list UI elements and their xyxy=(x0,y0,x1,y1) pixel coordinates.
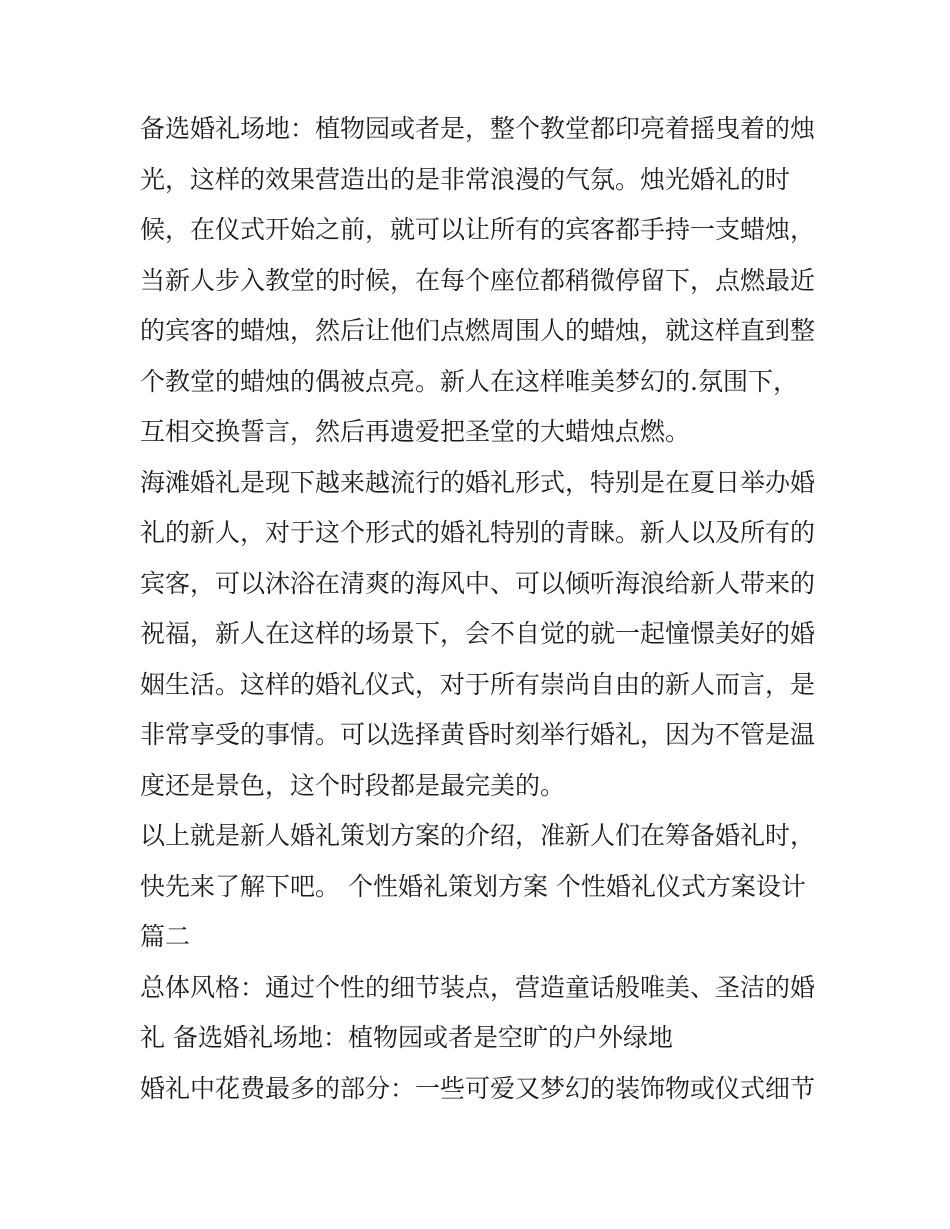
text-line: 以上就是新人婚礼策划方案的介绍，准新人们在筹备婚礼时， xyxy=(140,821,816,850)
text-line: 个教堂的蜡烛的偶被点亮。新人在这样唯美梦幻的.氛围下， xyxy=(140,366,798,396)
text-line: 总体风格：通过个性的细节装点，营造童话般唯美、圣洁的婚 xyxy=(140,972,816,1002)
text-line: 宾客，可以沐浴在清爽的海风中、可以倾听海浪给新人带来的 xyxy=(140,568,816,598)
text-line: 的宾客的蜡烛，然后让他们点燃周围人的蜡烛，就这样直到整 xyxy=(140,316,816,345)
text-line: 婚礼中花费最多的部分：一些可爱又梦幻的装饰物或仪式细节 xyxy=(140,1073,816,1103)
text-line: 非常享受的事情。可以选择黄昏时刻举行婚礼，因为不管是温 xyxy=(140,720,816,749)
text-line: 度还是景色，这个时段都是最完美的。 xyxy=(140,770,566,800)
text-line: 互相交换誓言，然后再遗爱把圣堂的大蜡烛点燃。 xyxy=(140,417,691,446)
text-line: 候，在仪式开始之前，就可以让所有的宾客都手持一支蜡烛， xyxy=(140,215,816,244)
text-line: 礼 备选婚礼场地：植物园或者是空旷的户外绿地 xyxy=(140,1023,673,1052)
text-line: 海滩婚礼是现下越来越流行的婚礼形式，特别是在夏日举办婚 xyxy=(140,467,816,497)
text-line: 当新人步入教堂的时候，在每个座位都稍微停留下，点燃最近 xyxy=(140,265,816,295)
text-line: 快先来了解下吧。 个性婚礼策划方案 个性婚礼仪式方案设计 xyxy=(140,871,806,901)
text-line: 光，这样的效果营造出的是非常浪漫的气氛。烛光婚礼的时 xyxy=(140,164,791,194)
text-line: 备选婚礼场地：植物园或者是，整个教堂都印亮着摇曳着的烛 xyxy=(140,114,816,143)
text-line: 姻生活。这样的婚礼仪式，对于所有崇尚自由的新人而言，是 xyxy=(140,669,816,699)
text-line: 礼的新人，对于这个形式的婚礼特别的青睐。新人以及所有的 xyxy=(140,518,816,547)
document-body xyxy=(140,104,820,1114)
text-line: 祝福，新人在这样的场景下，会不自觉的就一起憧憬美好的婚 xyxy=(140,619,816,648)
text-line: 篇二 xyxy=(140,922,191,951)
